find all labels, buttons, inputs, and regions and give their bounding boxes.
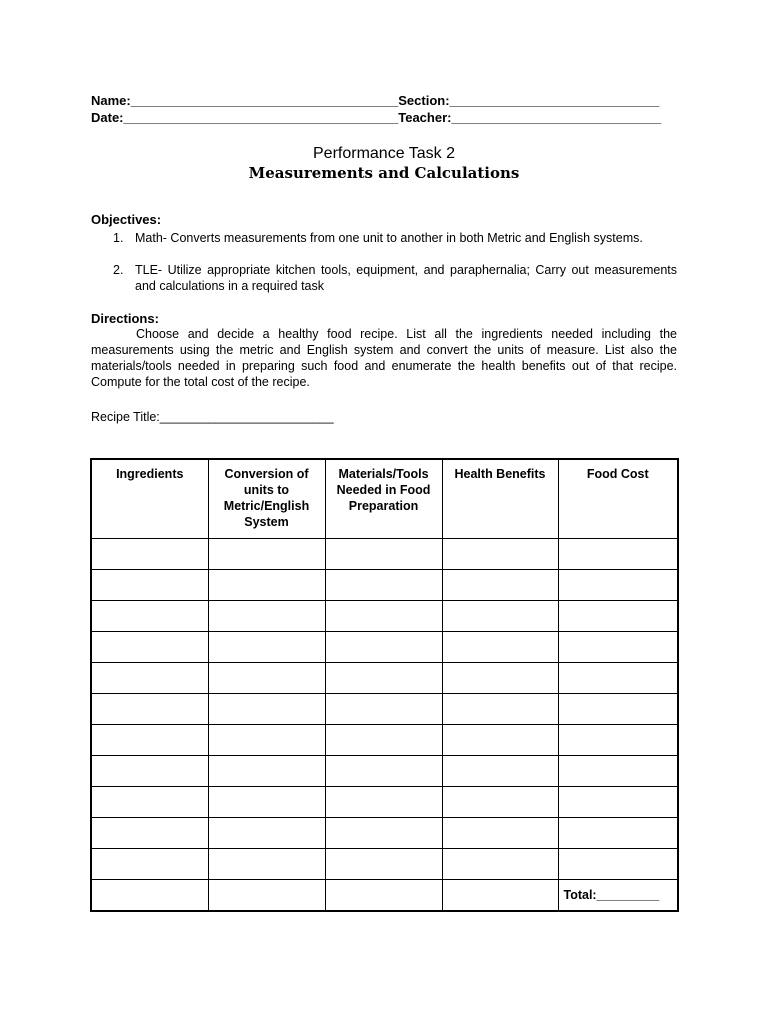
table-cell	[325, 569, 442, 600]
table-row	[91, 724, 678, 755]
table-cell	[442, 848, 558, 879]
table-cell	[91, 600, 208, 631]
column-header-health-benefits: Health Benefits	[442, 459, 558, 538]
table-cell	[208, 538, 325, 569]
table-cell	[208, 724, 325, 755]
objective-item	[91, 262, 677, 294]
table-row	[91, 600, 678, 631]
table-cell	[558, 538, 678, 569]
table-cell	[558, 600, 678, 631]
table-row	[91, 538, 678, 569]
table-cell	[208, 848, 325, 879]
directions-heading: Directions:	[91, 311, 159, 326]
table-cell	[325, 817, 442, 848]
table-cell	[208, 631, 325, 662]
objectives-heading: Objectives:	[91, 212, 162, 227]
recipe-title-field: Recipe Title:_________________________	[91, 410, 334, 424]
table-cell	[91, 569, 208, 600]
table-cell	[325, 631, 442, 662]
objective-number: 2.	[113, 263, 124, 277]
objective-text: TLE- Utilize appropriate kitchen tools, equipment, and paraphernalia; Carry out measurements and calculations in a required task	[135, 263, 677, 293]
column-header-conversion: Conversion of units to Metric/English System	[208, 459, 325, 538]
table-cell	[91, 631, 208, 662]
task-title: Performance Task 2	[313, 145, 455, 162]
table-row	[91, 817, 678, 848]
table-cell	[558, 755, 678, 786]
table-cell	[91, 662, 208, 693]
objective-number: 1.	[113, 231, 124, 245]
table-cell	[558, 817, 678, 848]
table-cell	[325, 538, 442, 569]
table-cell	[208, 693, 325, 724]
table-cell	[325, 662, 442, 693]
table-cell	[558, 786, 678, 817]
table-cell	[442, 879, 558, 911]
directions-text: Choose and decide a healthy food recipe. List all the ingredients needed including the measurements using the metric and English system and convert the units of measure. List also the materials/tools needed in preparing such food and enumerate the health benefits out of that recipe. Compute for the total cost of the recipe.	[91, 327, 677, 389]
recipe-table	[90, 458, 679, 912]
table-row	[91, 569, 678, 600]
table-row	[91, 662, 678, 693]
table-cell	[442, 817, 558, 848]
table-cell	[558, 693, 678, 724]
table-cell	[91, 848, 208, 879]
table-cell	[208, 879, 325, 911]
table-cell	[442, 600, 558, 631]
table-cell	[208, 662, 325, 693]
table-cell	[325, 724, 442, 755]
table-body	[91, 538, 678, 911]
table-cell	[208, 755, 325, 786]
name-section-line: Name:_____________________________________Section:_____________________________	[91, 93, 660, 108]
column-header-ingredients: Ingredients	[91, 459, 208, 538]
column-header-materials: Materials/Tools Needed in Food Preparation	[325, 459, 442, 538]
table-cell	[91, 879, 208, 911]
table-cell	[558, 569, 678, 600]
table-cell	[325, 755, 442, 786]
table-cell	[442, 693, 558, 724]
table-cell	[442, 724, 558, 755]
column-header-food-cost: Food Cost	[558, 459, 678, 538]
total-cost-field: Total:_________	[558, 879, 678, 911]
date-teacher-line: Date:______________________________________Teacher:_____________________________	[91, 110, 662, 125]
table-cell	[91, 538, 208, 569]
table-cell	[442, 538, 558, 569]
table-row	[91, 631, 678, 662]
total-row	[91, 879, 678, 911]
objective-text: Math- Converts measurements from one unit to another in both Metric and English systems.	[135, 231, 643, 245]
table-cell	[442, 662, 558, 693]
table-cell	[558, 848, 678, 879]
table-cell	[558, 724, 678, 755]
table-cell	[208, 817, 325, 848]
table-cell	[91, 724, 208, 755]
table-cell	[91, 817, 208, 848]
task-subtitle: Measurements and Calculations	[248, 164, 520, 182]
table-cell	[91, 755, 208, 786]
table-cell	[558, 631, 678, 662]
table-row	[91, 848, 678, 879]
table-cell	[208, 786, 325, 817]
table-row	[91, 693, 678, 724]
objective-item	[91, 230, 677, 262]
table-cell	[442, 786, 558, 817]
table-cell	[442, 569, 558, 600]
table-cell	[325, 848, 442, 879]
table-row	[91, 786, 678, 817]
table-cell	[442, 755, 558, 786]
table-cell	[91, 693, 208, 724]
table-cell	[91, 786, 208, 817]
table-cell	[558, 662, 678, 693]
table-cell	[325, 600, 442, 631]
table-row	[91, 755, 678, 786]
table-header-row	[91, 459, 678, 538]
table-cell	[208, 600, 325, 631]
table-cell	[325, 786, 442, 817]
table-cell	[442, 631, 558, 662]
table-cell	[208, 569, 325, 600]
table-cell	[325, 693, 442, 724]
table-cell	[325, 879, 442, 911]
